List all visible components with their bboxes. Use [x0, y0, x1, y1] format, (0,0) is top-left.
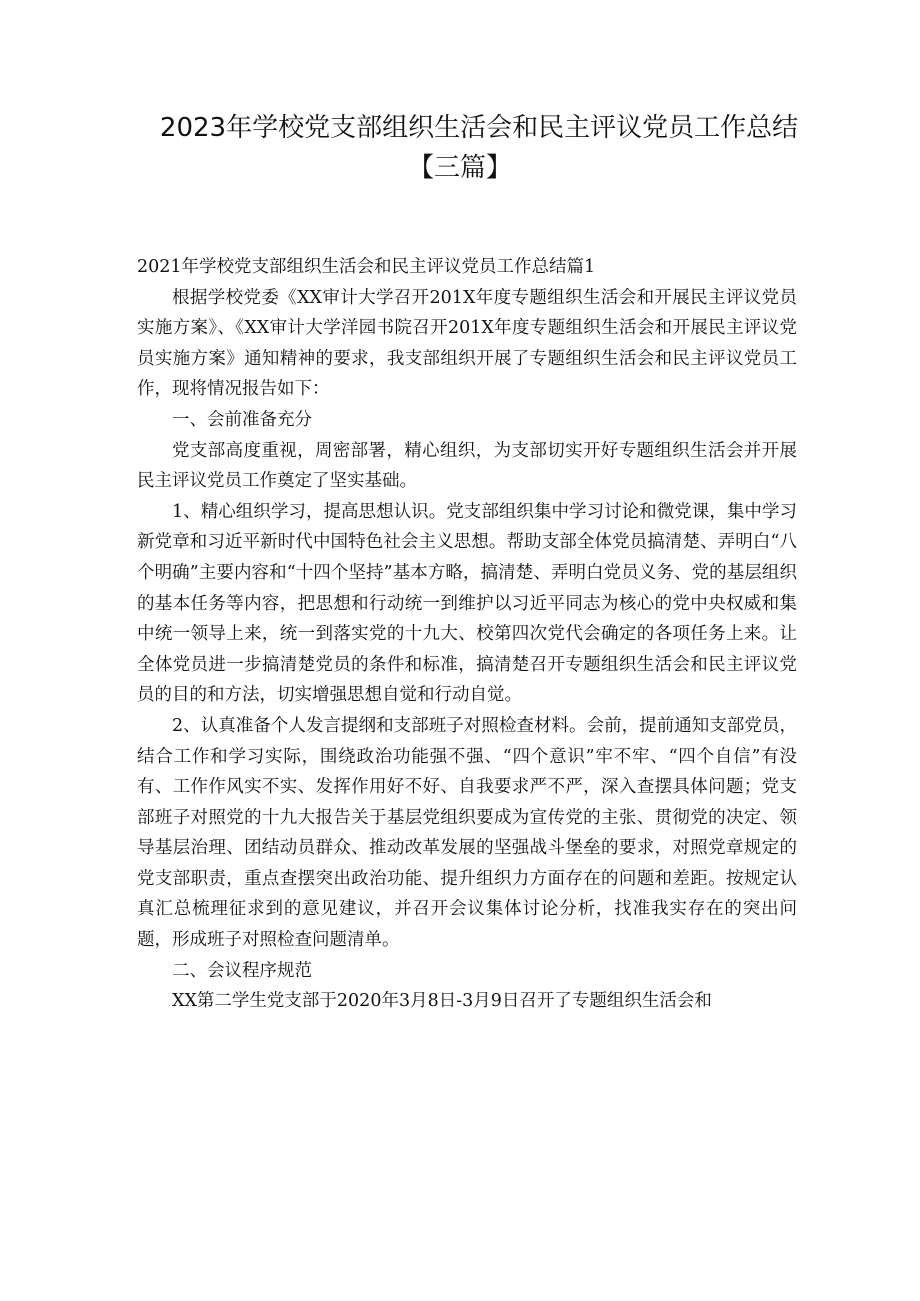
document-title-line-1: 2023年学校党支部组织生活会和民主评议党员工作总结 [159, 113, 799, 143]
document-body [137, 252, 797, 1017]
subheading-preparation: 一、会前准备充分 [172, 409, 312, 430]
subheading-procedure: 二、会议程序规范 [172, 960, 312, 981]
paragraph-preparation: 党支部高度重视，周密部署，精心组织，为支部切实开好专题组织生活会并开展民主评议党员工作奠定了坚实基础。 [137, 440, 797, 492]
paragraph-materials: 2、认真准备个人发言提纲和支部班子对照检查材料。会前，提前通知支部党员，结合工作和学习实际，围绕政治功能强不强、“四个意识”牢不牢、“四个自信”有没有、工作作风实不实、发挥作用好不好、自我要求严不严，深入查摆具体问题；党支部班子对照党的十九大报告关于基层党组织要成为宣传党的主张、贯彻党的决定、领导基层治理、团结动员群众、推动改革发展的坚强战斗堡垒的要求，对照党章规定的党支部职责，重点查摆突出政治功能、提升组织力方面存在的问题和差距。按规定认真汇总梳理征求到的意见建议，并召开会议集体讨论分析，找准我实存在的突出问题，形成班子对照检查问题清单。 [137, 715, 797, 951]
paragraph-study: 1、精心组织学习，提高思想认识。党支部组织集中学习讨论和微党课，集中学习新党章和习近平新时代中国特色社会主义思想。帮助支部全体党员搞清楚、弄明白“八个明确”主要内容和“十四个坚持”基本方略，搞清楚、弄明白党员义务、党的基层组织的基本任务等内容，把思想和行动统一到维护以习近平同志为核心的党中央权威和集中统一领导上来，统一到落实党的十九大、校第四次党代会确定的各项任务上来。让全体党员进一步搞清楚党员的条件和标准，搞清楚召开专题组织生活会和民主评议党员的目的和方法，切实增强思想自觉和行动自觉。 [137, 501, 797, 706]
section-heading: 2021年学校党支部组织生活会和民主评议党员工作总结篇1 [137, 257, 596, 277]
paragraph-intro: 根据学校党委《XX审计大学召开201X年度专题组织生活会和开展民主评议党员实施方案》、《XX审计大学洋园书院召开201X年度专题组织生活会和开展民主评议党员实施方案》通知精神的要求，我支部组织开展了专题组织生活会和民主评议党员工作，现将情况报告如下： [137, 287, 797, 400]
paragraph-meeting: XX第二学生党支部于2020年3月8日-3月9日召开了专题组织生活会和 [172, 991, 712, 1012]
document-title [0, 108, 920, 188]
document-title-line-2: 【三篇】 [407, 153, 512, 183]
